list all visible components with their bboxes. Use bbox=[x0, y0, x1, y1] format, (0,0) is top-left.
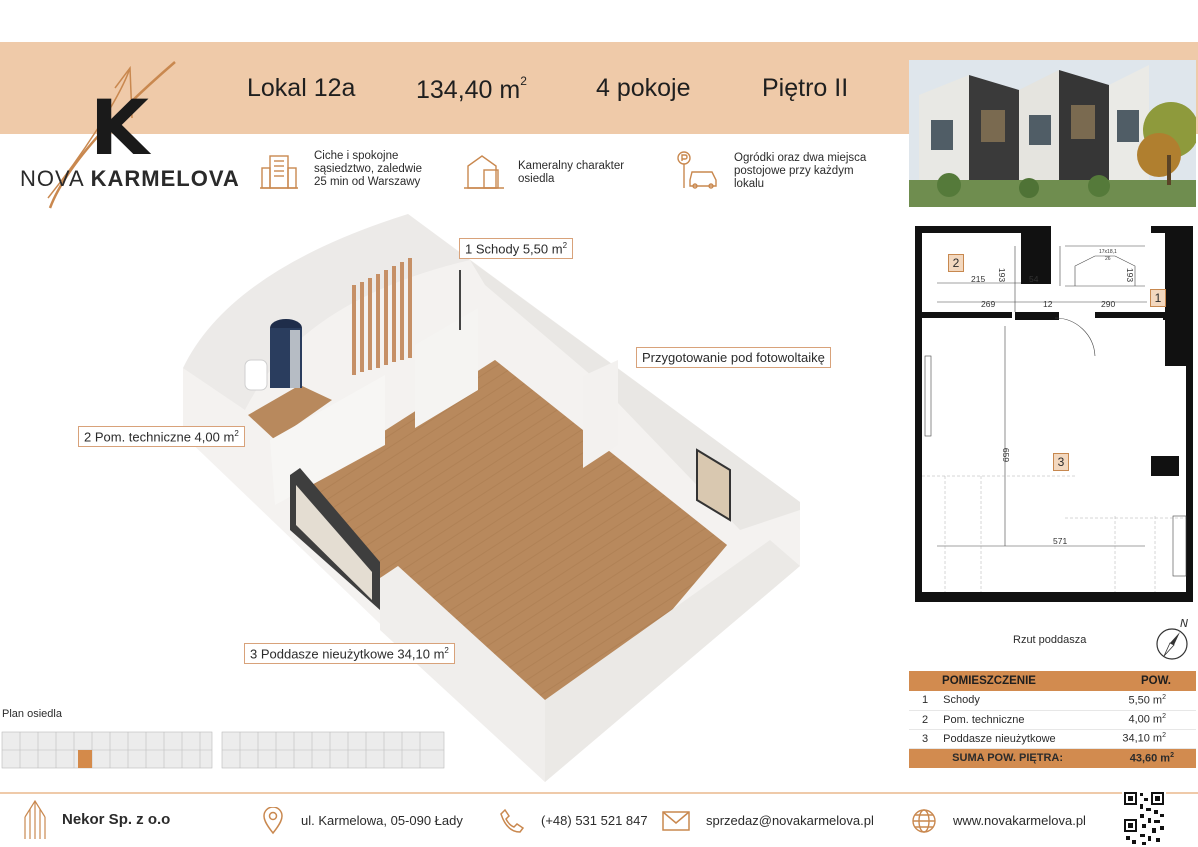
building-photo bbox=[909, 60, 1196, 207]
feature-parking-line3: lokalu bbox=[734, 178, 765, 190]
col-area-header: POW. bbox=[1069, 671, 1196, 691]
feature-quiet-line3: 25 min od Warszawy bbox=[314, 176, 421, 188]
location-pin-icon bbox=[262, 807, 284, 835]
table-sum-row bbox=[909, 748, 1196, 768]
building-icon bbox=[260, 150, 298, 190]
dim-659: 659 bbox=[1001, 447, 1012, 463]
sum-label: SUMA POW. PIĘTRA: bbox=[909, 748, 1069, 768]
company-name: Nekor Sp. z o.o bbox=[62, 811, 171, 828]
col-room-header: POMIESZCZENIE bbox=[909, 671, 1069, 691]
floor-plan-caption: Rzut poddasza bbox=[1013, 634, 1087, 646]
label-attic: 3 Poddasze nieużytkowe 34,10 $m^2$ bbox=[244, 643, 455, 664]
logo-letter: K bbox=[90, 83, 149, 172]
floor-level: Piętro II bbox=[762, 74, 849, 102]
fp-tag-2: 2 bbox=[948, 254, 964, 272]
feature-parking-line2: postojowe przy każdym bbox=[734, 165, 854, 177]
dim-290: 290 bbox=[1101, 299, 1116, 309]
table-row: 2 Pom. techniczne 4,00 $m^2$ bbox=[909, 710, 1196, 729]
compass-letter: N bbox=[1180, 618, 1189, 630]
label-technical-room: 2 Pom. techniczne 4,00 $m^2$ bbox=[78, 426, 245, 447]
isometric-plan bbox=[0, 200, 900, 800]
compass-icon bbox=[1154, 618, 1190, 662]
feature-parking bbox=[676, 150, 866, 191]
qr-code-icon[interactable] bbox=[1122, 790, 1166, 847]
feature-quiet-line2: sąsiedztwo, zaledwie bbox=[314, 163, 423, 175]
feature-community-line1: Kameralny charakter bbox=[518, 160, 625, 172]
parking-car-icon bbox=[676, 150, 718, 190]
company-email[interactable]: sprzedaz@novakarmelova.pl bbox=[706, 813, 874, 828]
dim-54: 54 bbox=[1029, 274, 1039, 284]
company-logo-icon bbox=[22, 799, 48, 841]
table-row: 3 Poddasze nieużytkowe 34,10 $m^2$ bbox=[909, 729, 1196, 748]
site-plan-label: Plan osiedla bbox=[2, 708, 62, 720]
feature-quiet-line1: Ciche i spokojne bbox=[314, 150, 399, 162]
house-icon bbox=[464, 152, 504, 190]
email-icon bbox=[662, 810, 690, 832]
label-stairs: 1 Schody 5,50 $m^2$ bbox=[459, 238, 573, 259]
dim-215: 215 bbox=[971, 274, 986, 284]
feature-quiet bbox=[260, 150, 422, 190]
rooms-table bbox=[909, 671, 1196, 768]
dim-571: 571 bbox=[1053, 536, 1068, 546]
company-address: ul. Karmelowa, 05-090 Łady bbox=[301, 813, 463, 828]
fp-tag-1: 1 bbox=[1150, 289, 1166, 307]
dim-12: 12 bbox=[1043, 299, 1053, 309]
dim-269: 269 bbox=[981, 299, 996, 309]
sum-value: 43,60 $m^2$ bbox=[1069, 748, 1196, 768]
feature-community-line2: osiedla bbox=[518, 173, 555, 185]
brand-logo bbox=[20, 58, 230, 218]
phone-icon bbox=[499, 808, 525, 834]
dim-stair-step: 17x18,1 bbox=[1099, 249, 1117, 255]
company-phone[interactable]: (+48) 531 521 847 bbox=[541, 813, 648, 828]
table-row: 1 Schody 5,50 $m^2$ bbox=[909, 691, 1196, 710]
brand-name: NOVA KARMELOVA bbox=[20, 166, 240, 191]
fp-tag-3: 3 bbox=[1053, 453, 1069, 471]
dim-193-stairs: 193 bbox=[1125, 267, 1136, 283]
globe-icon bbox=[911, 808, 937, 834]
unit-area: 134,40 $m^2$ bbox=[416, 74, 527, 104]
unit-number: Lokal 12a bbox=[247, 74, 356, 102]
dim-193: 193 bbox=[997, 267, 1008, 283]
feature-community bbox=[464, 152, 624, 190]
dim-stair-count: 26 bbox=[1105, 256, 1111, 262]
feature-parking-line1: Ogródki oraz dwa miejsca bbox=[734, 152, 867, 164]
label-photovoltaic: Przygotowanie pod fotowoltaikę bbox=[636, 347, 831, 368]
floor-plan bbox=[915, 226, 1193, 602]
room-count: 4 pokoje bbox=[596, 74, 691, 102]
site-plan-map bbox=[0, 726, 450, 776]
company-website[interactable]: www.novakarmelova.pl bbox=[953, 813, 1086, 828]
